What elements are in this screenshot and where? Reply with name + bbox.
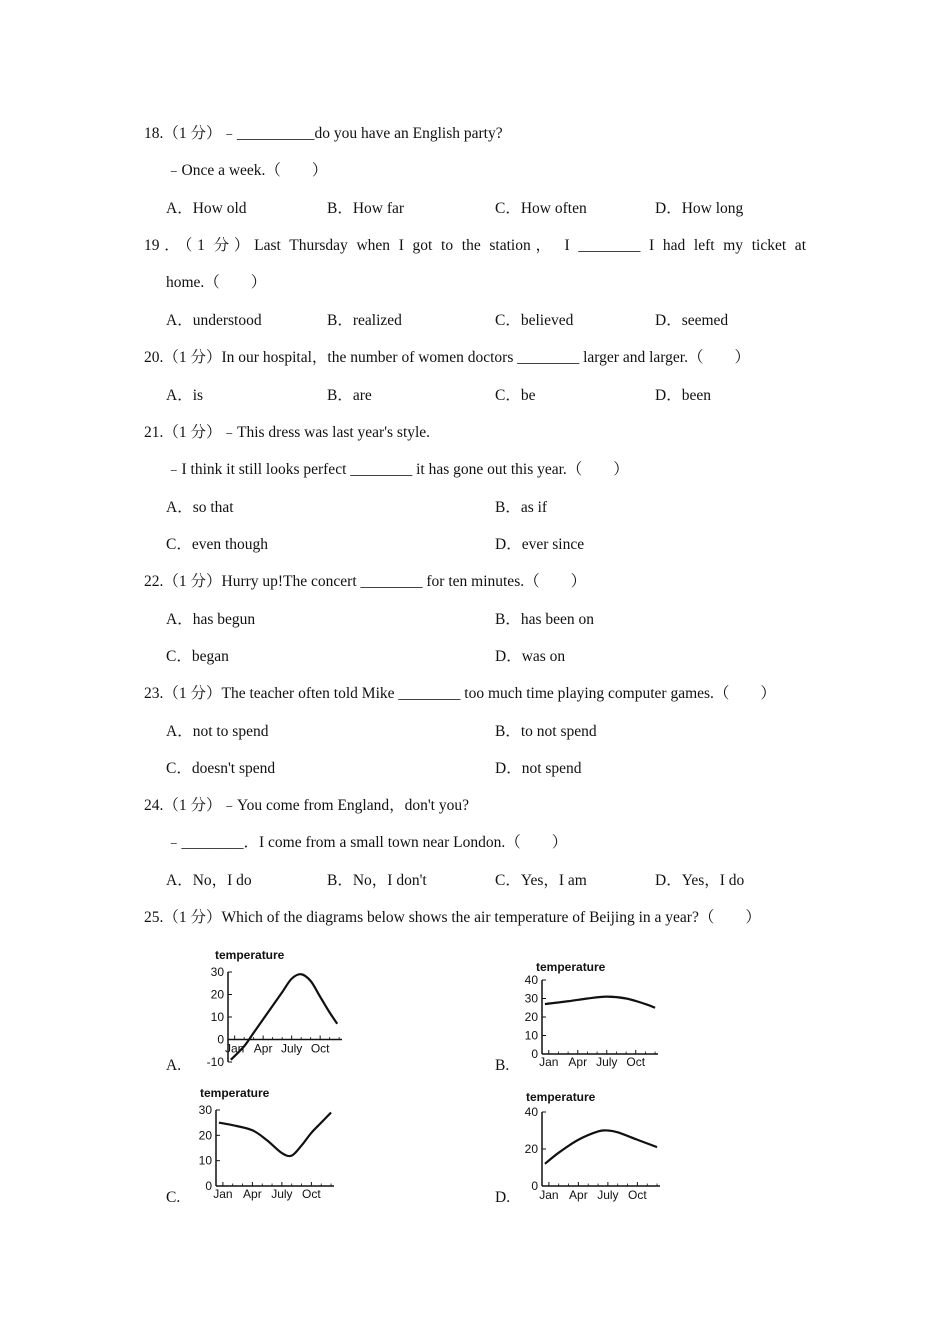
q20-option-b: B．are xyxy=(327,387,372,404)
temperature-line xyxy=(545,1130,657,1163)
y-tick-label: 30 xyxy=(210,965,224,979)
x-tick-label: Apr xyxy=(569,1188,588,1202)
chart-b-svg xyxy=(518,958,678,1073)
q22-stem: 22.（1 分）Hurry up!The concert ________ for ten minutes.（ ） xyxy=(144,573,587,590)
q21-stem: 21.（1 分）﹣This dress was last year's style. xyxy=(144,424,431,441)
q20-option-a: A．is xyxy=(166,387,204,404)
chart-d-svg xyxy=(518,1088,678,1206)
y-tick-label: 30 xyxy=(198,1103,212,1117)
chart-title: temperature xyxy=(200,1086,270,1100)
x-tick-label: Apr xyxy=(253,1041,273,1056)
y-tick-label: 20 xyxy=(210,987,224,1002)
y-tick-label: 0 xyxy=(205,1179,212,1193)
y-tick-label: 0 xyxy=(531,1047,538,1061)
x-tick-label: Apr xyxy=(568,1055,588,1069)
chart-title: temperature xyxy=(526,1090,596,1104)
chart-a xyxy=(190,946,370,1071)
temperature-line xyxy=(545,997,655,1008)
y-tick-label: -10 xyxy=(206,1055,224,1069)
q18-option-b: B．How far xyxy=(327,200,405,217)
x-tick-label: Oct xyxy=(302,1187,321,1201)
y-tick-label: 30 xyxy=(524,991,538,1006)
q23-stem: 23.（1 分）The teacher often told Mike ________ too much time playing computer games.（ ） xyxy=(144,685,776,702)
x-tick-label: Jan xyxy=(539,1188,559,1202)
chart-title: temperature xyxy=(215,948,285,962)
chart-d xyxy=(518,1088,678,1206)
q24-line2: ﹣________．I come from a small town near London.（ ） xyxy=(166,834,568,851)
q24-option-d: D．Yes，I do xyxy=(655,872,745,889)
q24-stem: 24.（1 分）﹣You come from England，don't you? xyxy=(144,797,469,814)
chart-title: temperature xyxy=(536,960,606,974)
q22-option-b: B．has been on xyxy=(495,611,595,628)
y-tick-label: 20 xyxy=(524,1142,538,1156)
y-tick-label: 10 xyxy=(198,1153,212,1168)
q25-option-a-label: A. xyxy=(166,1057,182,1074)
y-tick-label: 0 xyxy=(531,1179,538,1193)
y-tick-label: 40 xyxy=(524,973,538,987)
y-tick-label: 10 xyxy=(210,1010,224,1024)
x-tick-label: Oct xyxy=(310,1041,330,1056)
x-tick-label: Jan xyxy=(539,1055,559,1069)
q21-option-c: C．even though xyxy=(166,536,269,553)
chart-c xyxy=(190,1084,350,1204)
temperature-line xyxy=(219,1113,331,1157)
q18-stem: 18.（1 分）﹣__________do you have an English party? xyxy=(144,125,503,142)
x-tick-label: Oct xyxy=(626,1055,646,1069)
q21-option-a: A．so that xyxy=(166,499,234,516)
q18-option-c: C．How often xyxy=(495,200,587,217)
q22-option-d: D．was on xyxy=(495,648,566,665)
y-tick-label: 20 xyxy=(524,1010,538,1024)
x-tick-label: Apr xyxy=(243,1187,262,1201)
q25-option-c-label: C. xyxy=(166,1189,181,1206)
q22-option-a: A．has begun xyxy=(166,611,256,628)
q23-option-d: D．not spend xyxy=(495,760,582,777)
x-tick-label: Jan xyxy=(213,1187,233,1201)
q18-line2: ﹣Once a week.（ ） xyxy=(166,162,328,179)
y-tick-label: 0 xyxy=(217,1032,224,1047)
q24-option-a: A．No，I do xyxy=(166,872,252,889)
q23-option-a: A．not to spend xyxy=(166,723,269,740)
q20-option-c: C．be xyxy=(495,387,536,404)
q21-option-d: D．ever since xyxy=(495,536,585,553)
q19-option-d: D．seemed xyxy=(655,312,729,329)
q18-option-a: A．How old xyxy=(166,200,247,217)
chart-a-svg xyxy=(190,946,370,1071)
q18-option-d: D．How long xyxy=(655,200,744,217)
chart-c-svg xyxy=(190,1084,350,1204)
q22-option-c: C．began xyxy=(166,648,229,665)
chart-b xyxy=(518,958,678,1073)
y-tick-label: 20 xyxy=(198,1128,212,1143)
q19-stem: 19．（1 分）Last Thursday when I got to the station， I ________ I had left my ticket at xyxy=(144,237,806,254)
q23-option-b: B．to not spend xyxy=(495,723,597,740)
x-tick-label: July xyxy=(597,1188,619,1202)
y-tick-label: 40 xyxy=(524,1105,538,1119)
x-tick-label: July xyxy=(280,1041,303,1056)
q25-option-b-label: B. xyxy=(495,1057,510,1074)
x-tick-label: July xyxy=(596,1055,618,1069)
q23-option-c: C．doesn't spend xyxy=(166,760,276,777)
q19-option-b: B．realized xyxy=(327,312,402,329)
q24-option-b: B．No，I don't xyxy=(327,872,427,889)
q20-option-d: D．been xyxy=(655,387,711,404)
q20-stem: 20.（1 分）In our hospital，the number of women doctors ________ larger and larger.（ ） xyxy=(144,349,750,366)
q25-stem: 25.（1 分）Which of the diagrams below shows the air temperature of Beijing in a year?（ ） xyxy=(144,909,761,926)
y-tick-label: 10 xyxy=(524,1028,538,1043)
x-tick-label: Jan xyxy=(224,1041,245,1056)
q19-option-a: A．understood xyxy=(166,312,262,329)
x-tick-label: Oct xyxy=(628,1188,647,1202)
q21-line2: ﹣I think it still looks perfect ________ it has gone out this year.（ ） xyxy=(166,461,629,478)
q24-option-c: C．Yes，I am xyxy=(495,872,587,889)
q19-line2: home.（ ） xyxy=(166,274,267,291)
q21-option-b: B．as if xyxy=(495,499,548,516)
q25-option-d-label: D. xyxy=(495,1189,511,1206)
q19-option-c: C．believed xyxy=(495,312,574,329)
x-tick-label: July xyxy=(271,1187,293,1201)
